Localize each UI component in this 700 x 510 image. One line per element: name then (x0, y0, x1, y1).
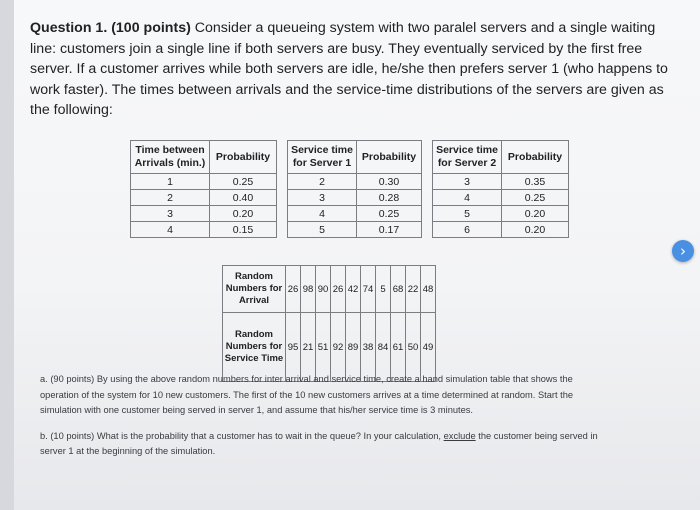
random-number: 89 (346, 313, 361, 382)
distribution-row (131, 222, 569, 238)
table-gap (277, 174, 288, 190)
distribution-table (130, 140, 569, 238)
table-gap (422, 141, 433, 174)
random-number: 26 (331, 266, 346, 313)
cell-service2: 4 (433, 190, 502, 206)
part-b-text (40, 429, 600, 460)
header-service-server1: Service time for Server 1 (288, 141, 357, 174)
question-body: Consider a queueing system with two paralel servers and a single waiting line: customers join a single line if both servers are busy. They eventually serviced by the first free server. If a customer arrives while both servers are idle, he/she then prefers server 1 (who happens to work faster). The times between arrivals and the service-time distributions of the servers are given as the following: (30, 20, 668, 118)
random-number: 74 (361, 266, 376, 313)
part-b-prefix: b. (10 points) What is the probability that a customer has to wait in the queue? In your calculation, (40, 430, 442, 441)
cell-probability: 0.25 (357, 206, 422, 222)
random-number: 98 (301, 266, 316, 313)
cell-probability: 0.20 (210, 206, 277, 222)
cell-probability: 0.25 (502, 190, 569, 206)
cell-probability: 0.35 (502, 174, 569, 190)
cell-service2: 6 (433, 222, 502, 238)
arrival-random-row (223, 266, 436, 313)
table-gap (277, 206, 288, 222)
next-page-button[interactable] (672, 240, 694, 262)
distribution-row (131, 206, 569, 222)
question-heading: Question 1. (100 points) (30, 20, 191, 36)
page-edge (0, 0, 14, 510)
cell-probability: 0.30 (357, 174, 422, 190)
table-gap (277, 190, 288, 206)
random-number: 68 (391, 266, 406, 313)
header-interarrival: Time between Arrivals (min.) (131, 141, 210, 174)
random-number: 42 (346, 266, 361, 313)
cell-probability: 0.20 (502, 206, 569, 222)
random-number: 26 (286, 266, 301, 313)
cell-service2: 5 (433, 206, 502, 222)
header-probability-server1: Probability (357, 141, 422, 174)
random-number: 22 (406, 266, 421, 313)
chevron-right-icon: › (680, 242, 686, 260)
cell-probability: 0.40 (210, 190, 277, 206)
table-gap (277, 141, 288, 174)
random-number: 95 (286, 313, 301, 382)
cell-service1: 4 (288, 206, 357, 222)
random-number: 21 (301, 313, 316, 382)
distribution-row (131, 174, 569, 190)
random-number: 38 (361, 313, 376, 382)
question-text (30, 18, 670, 121)
table-gap (422, 222, 433, 238)
random-number: 90 (316, 266, 331, 313)
cell-service1: 3 (288, 190, 357, 206)
random-number: 92 (331, 313, 346, 382)
random-number: 50 (406, 313, 421, 382)
cell-interarrival: 2 (131, 190, 210, 206)
distribution-row (131, 190, 569, 206)
cell-probability: 0.28 (357, 190, 422, 206)
cell-probability: 0.25 (210, 174, 277, 190)
part-b-suffix: the customer being served in server 1 at the beginning of the simulation. (40, 430, 598, 456)
header-service-server2: Service time for Server 2 (433, 141, 502, 174)
cell-probability: 0.15 (210, 222, 277, 238)
table-gap (422, 190, 433, 206)
header-probability-server2: Probability (502, 141, 569, 174)
table-gap (277, 222, 288, 238)
random-numbers-table (222, 265, 436, 382)
random-number: 48 (421, 266, 436, 313)
distribution-header-row (131, 141, 569, 174)
header-probability-arrival: Probability (210, 141, 277, 174)
cell-interarrival: 4 (131, 222, 210, 238)
table-gap (422, 206, 433, 222)
cell-service1: 2 (288, 174, 357, 190)
part-a-text: a. (90 points) By using the above random numbers for inter arrival and service time, create a hand simulation table that shows the operation of the system for 10 new customers. The first of the 10 new customers arrives at a time determined at random. Start the simulation with one customer being served in server 1, and assume that his/her service time is 3 minutes. (40, 374, 574, 415)
random-number: 5 (376, 266, 391, 313)
arrival-random-label: Random Numbers for Arrival (223, 266, 286, 313)
random-number: 49 (421, 313, 436, 382)
cell-interarrival: 3 (131, 206, 210, 222)
random-number: 51 (316, 313, 331, 382)
cell-interarrival: 1 (131, 174, 210, 190)
cell-service1: 5 (288, 222, 357, 238)
table-gap (422, 174, 433, 190)
service-random-label: Random Numbers for Service Time (223, 313, 286, 382)
question-parts (40, 372, 600, 460)
random-number: 84 (376, 313, 391, 382)
cell-probability: 0.17 (357, 222, 422, 238)
part-b-underlined: exclude (443, 430, 476, 441)
random-number: 61 (391, 313, 406, 382)
cell-service2: 3 (433, 174, 502, 190)
cell-probability: 0.20 (502, 222, 569, 238)
